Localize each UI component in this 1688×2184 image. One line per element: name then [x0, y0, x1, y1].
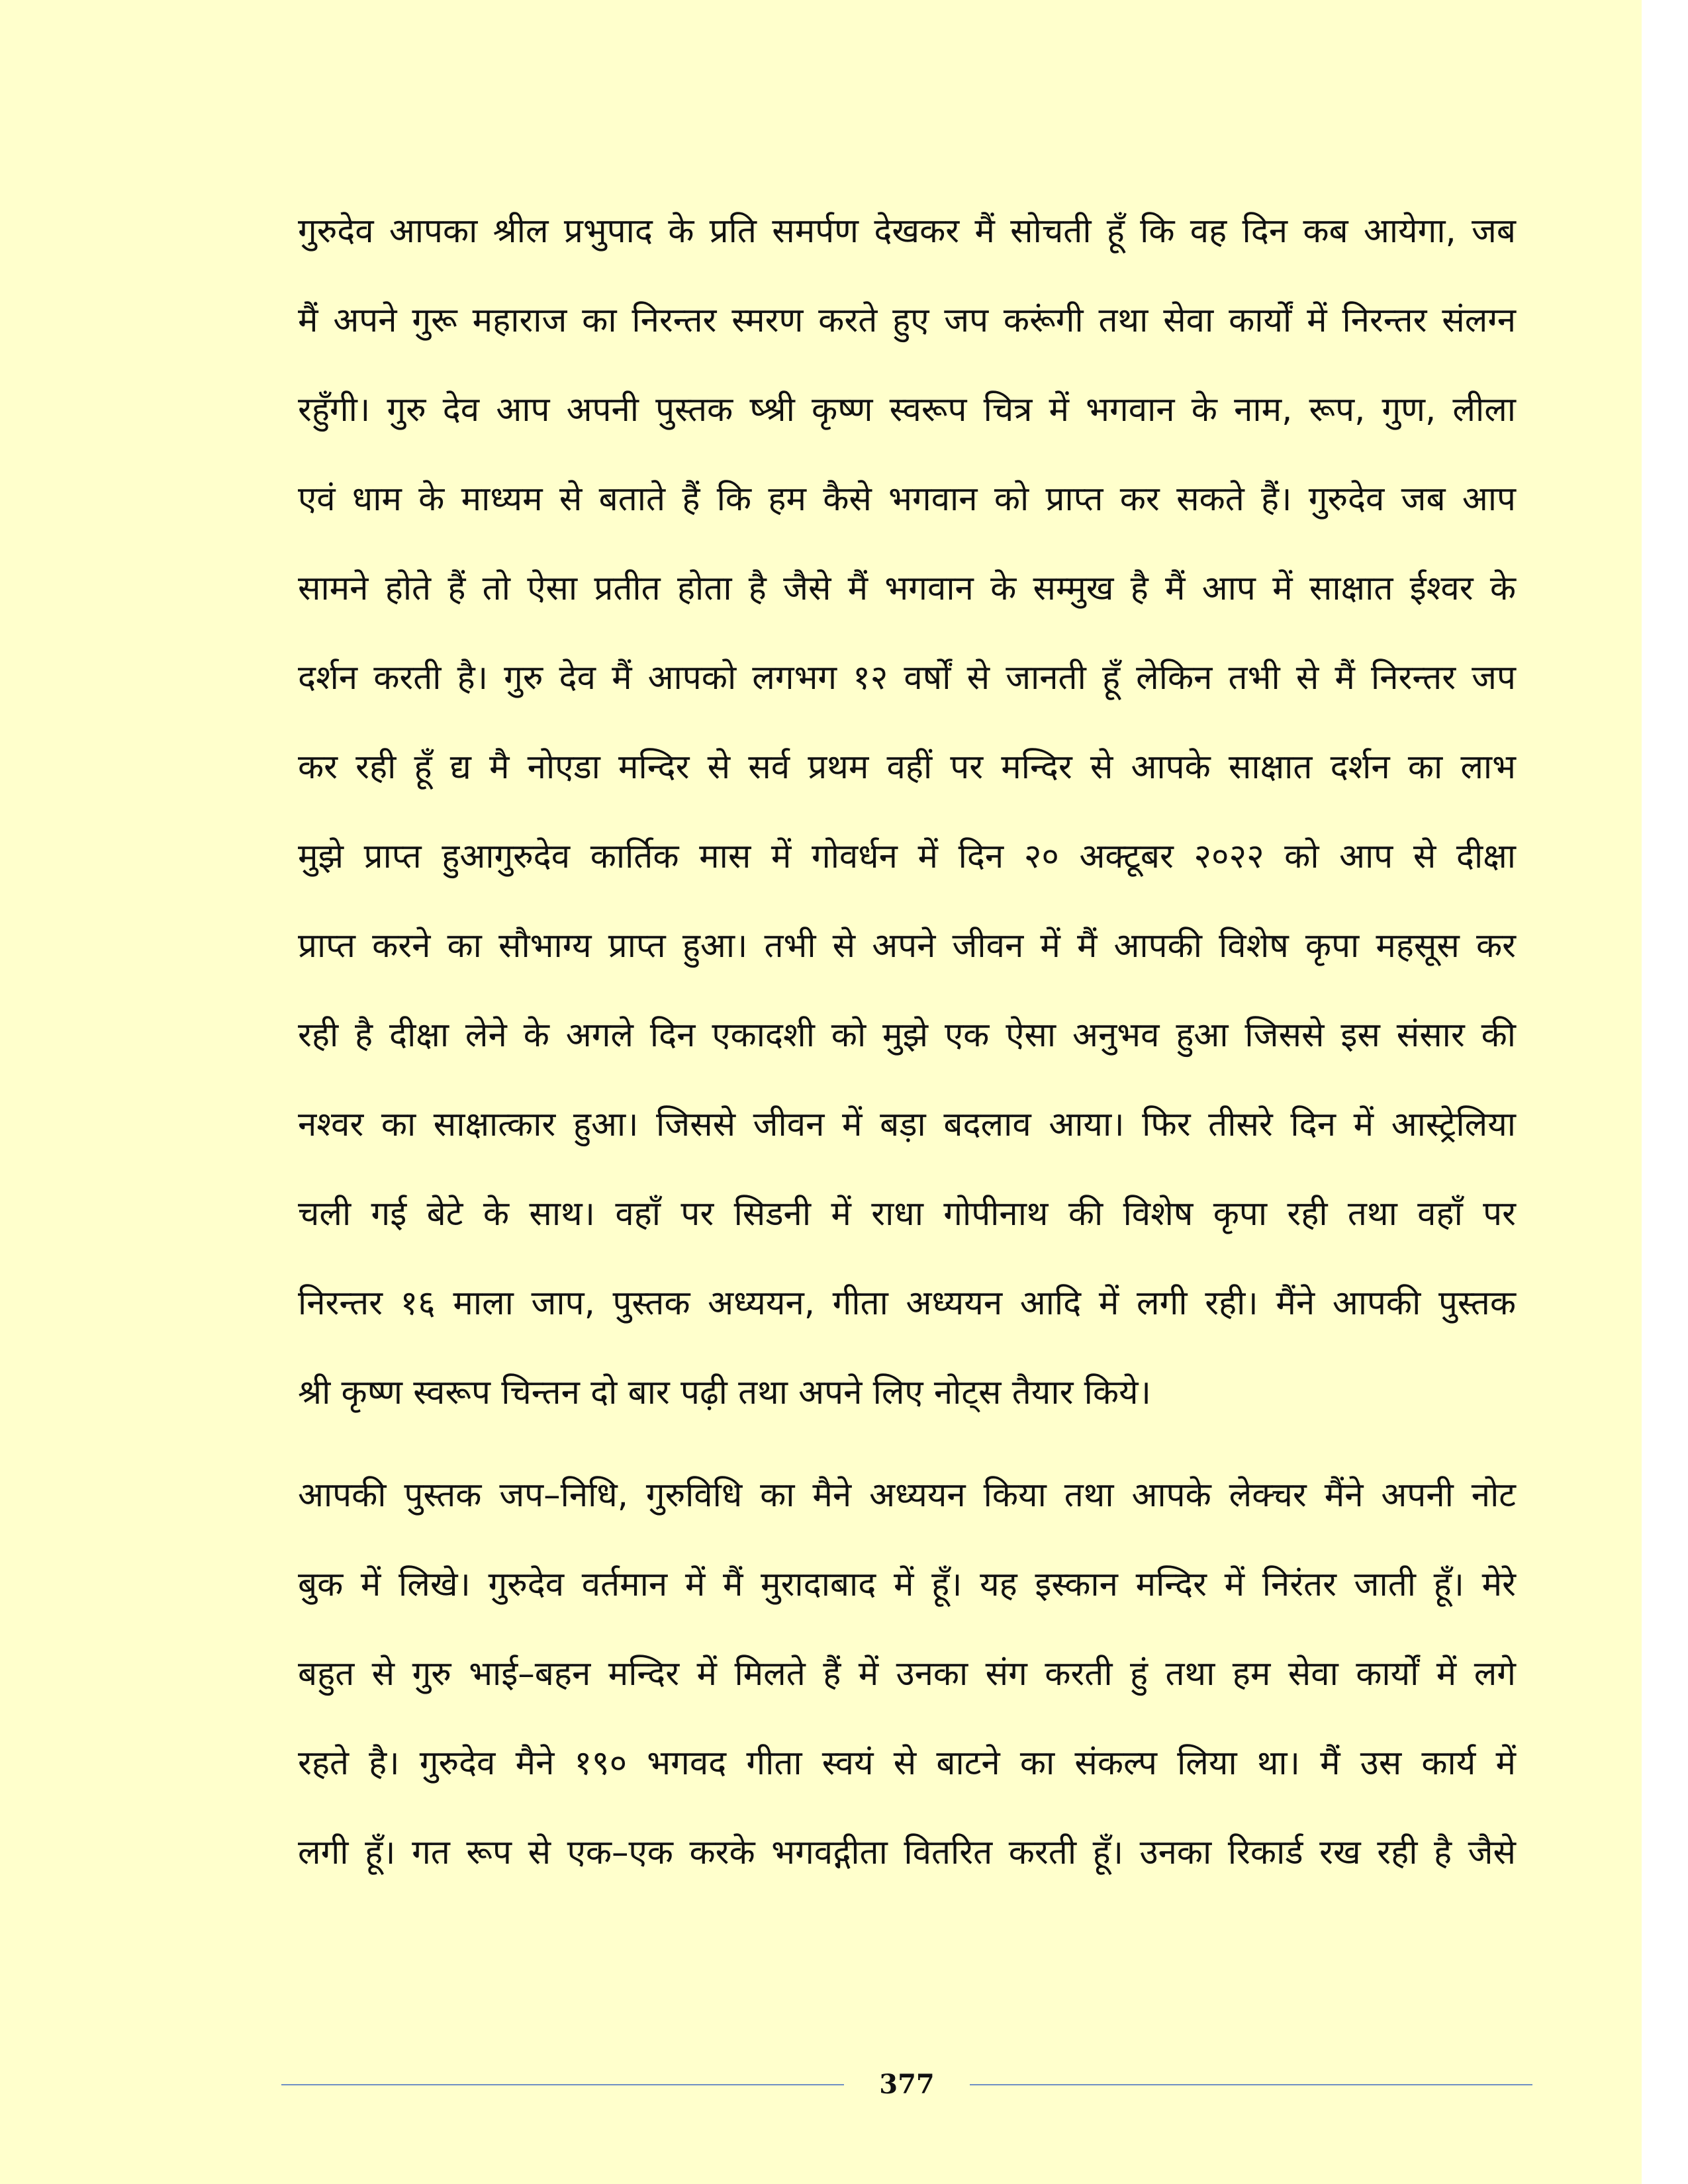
paragraph-line: बुक में लिखे। गुरुदेव वर्तमान में मैं मुरादाबाद में हूँ। यह इस्कान मन्दिर में निरंतर जाती हूँ। मेरे [298, 1565, 1516, 1604]
paragraph-line: कर रही हूँ द्य मै नोएडा मन्दिर से सर्व प्रथम वहीं पर मन्दिर से आपके साक्षात दर्शन का लाभ [298, 748, 1516, 787]
paragraph-2 [298, 1451, 1516, 1897]
paragraph-line: रहुँगी। गुरु देव आप अपनी पुस्तक ष्श्री कृष्ण स्वरूप चित्र में भगवान के नाम, रूप, गुण, लीला [298, 390, 1516, 430]
paragraph-line: नश्वर का साक्षात्कार हुआ। जिससे जीवन में बड़ा बदलाव आया। फिर तीसरे दिन में आस्ट्रेलिया [298, 1105, 1516, 1144]
paragraph-line: एवं धाम के माध्यम से बताते हैं कि हम कैसे भगवान को प्राप्त कर सकते हैं। गुरुदेव जब आप [298, 480, 1516, 519]
page-number: 377 [879, 2069, 935, 2100]
paragraph-line: दर्शन करती है। गुरु देव मैं आपको लगभग १२ वर्षों से जानती हूँ लेकिन तभी से मैं निरन्तर जप [298, 659, 1516, 698]
paragraph-line: प्राप्त करने का सौभाग्य प्राप्त हुआ। तभी से अपने जीवन में मैं आपकी विशेष कृपा महसूस कर [298, 927, 1516, 966]
paragraph-line: मैं अपने गुरू महाराज का निरन्तर स्मरण करते हुए जप करूंगी तथा सेवा कार्यों में निरन्तर संलग्न [298, 301, 1516, 340]
paragraph-line: रही है दीक्षा लेने के अगले दिन एकादशी को मुझे एक ऐसा अनुभव हुआ जिससे इस संसार की [298, 1016, 1516, 1055]
paragraph-1 [298, 187, 1516, 1437]
paragraph-line: गुरुदेव आपका श्रील प्रभुपाद के प्रति समर्पण देखकर मैं सोचती हूँ कि वह दिन कब आयेगा, जब [298, 212, 1516, 251]
paragraph-line: रहते है। गुरुदेव मैने १९० भगवद गीता स्वयं से बाटने का संकल्प लिया था। मैं उस कार्य में [298, 1744, 1516, 1783]
page-footer [281, 2065, 1532, 2105]
footer-rule-right [970, 2084, 1532, 2085]
paragraph-line: लगी हूँ। गत रूप से एक–एक करके भगवद्गीता वितरित करती हूँ। उनका रिकार्ड रख रही है जैसे [298, 1833, 1516, 1872]
paragraph-line: चली गई बेटे के साथ। वहाँ पर सिडनी में राधा गोपीनाथ की विशेष कृपा रही तथा वहाँ पर [298, 1195, 1516, 1234]
paragraph-line: बहुत से गुरु भाई–बहन मन्दिर में मिलते हैं में उनका संग करती हुं तथा हम सेवा कार्यों में लगे [298, 1655, 1516, 1694]
paragraph-line: निरन्तर १६ माला जाप, पुस्तक अध्ययन, गीता अध्ययन आदि में लगी रही। मैंने आपकी पुस्तक [298, 1284, 1516, 1323]
paragraph-line: सामने होते हैं तो ऐसा प्रतीत होता है जैसे मैं भगवान के सम्मुख है मैं आप में साक्षात ईश्वर के [298, 569, 1516, 608]
paragraph-line: मुझे प्राप्त हुआगुरुदेव कार्तिक मास में गोवर्धन में दिन २० अक्टूबर २०२२ को आप से दीक्षा [298, 837, 1516, 876]
paragraph-line: श्री कृष्ण स्वरूप चिन्तन दो बार पढ़ी तथा अपने लिए नोट्स तैयार किये। [298, 1373, 1151, 1412]
footer-rule-left [281, 2084, 844, 2085]
paragraph-line: आपकी पुस्तक जप–निधि, गुरुविधि का मैने अध्ययन किया तथा आपके लेक्चर मैंने अपनी नोट [298, 1476, 1516, 1515]
